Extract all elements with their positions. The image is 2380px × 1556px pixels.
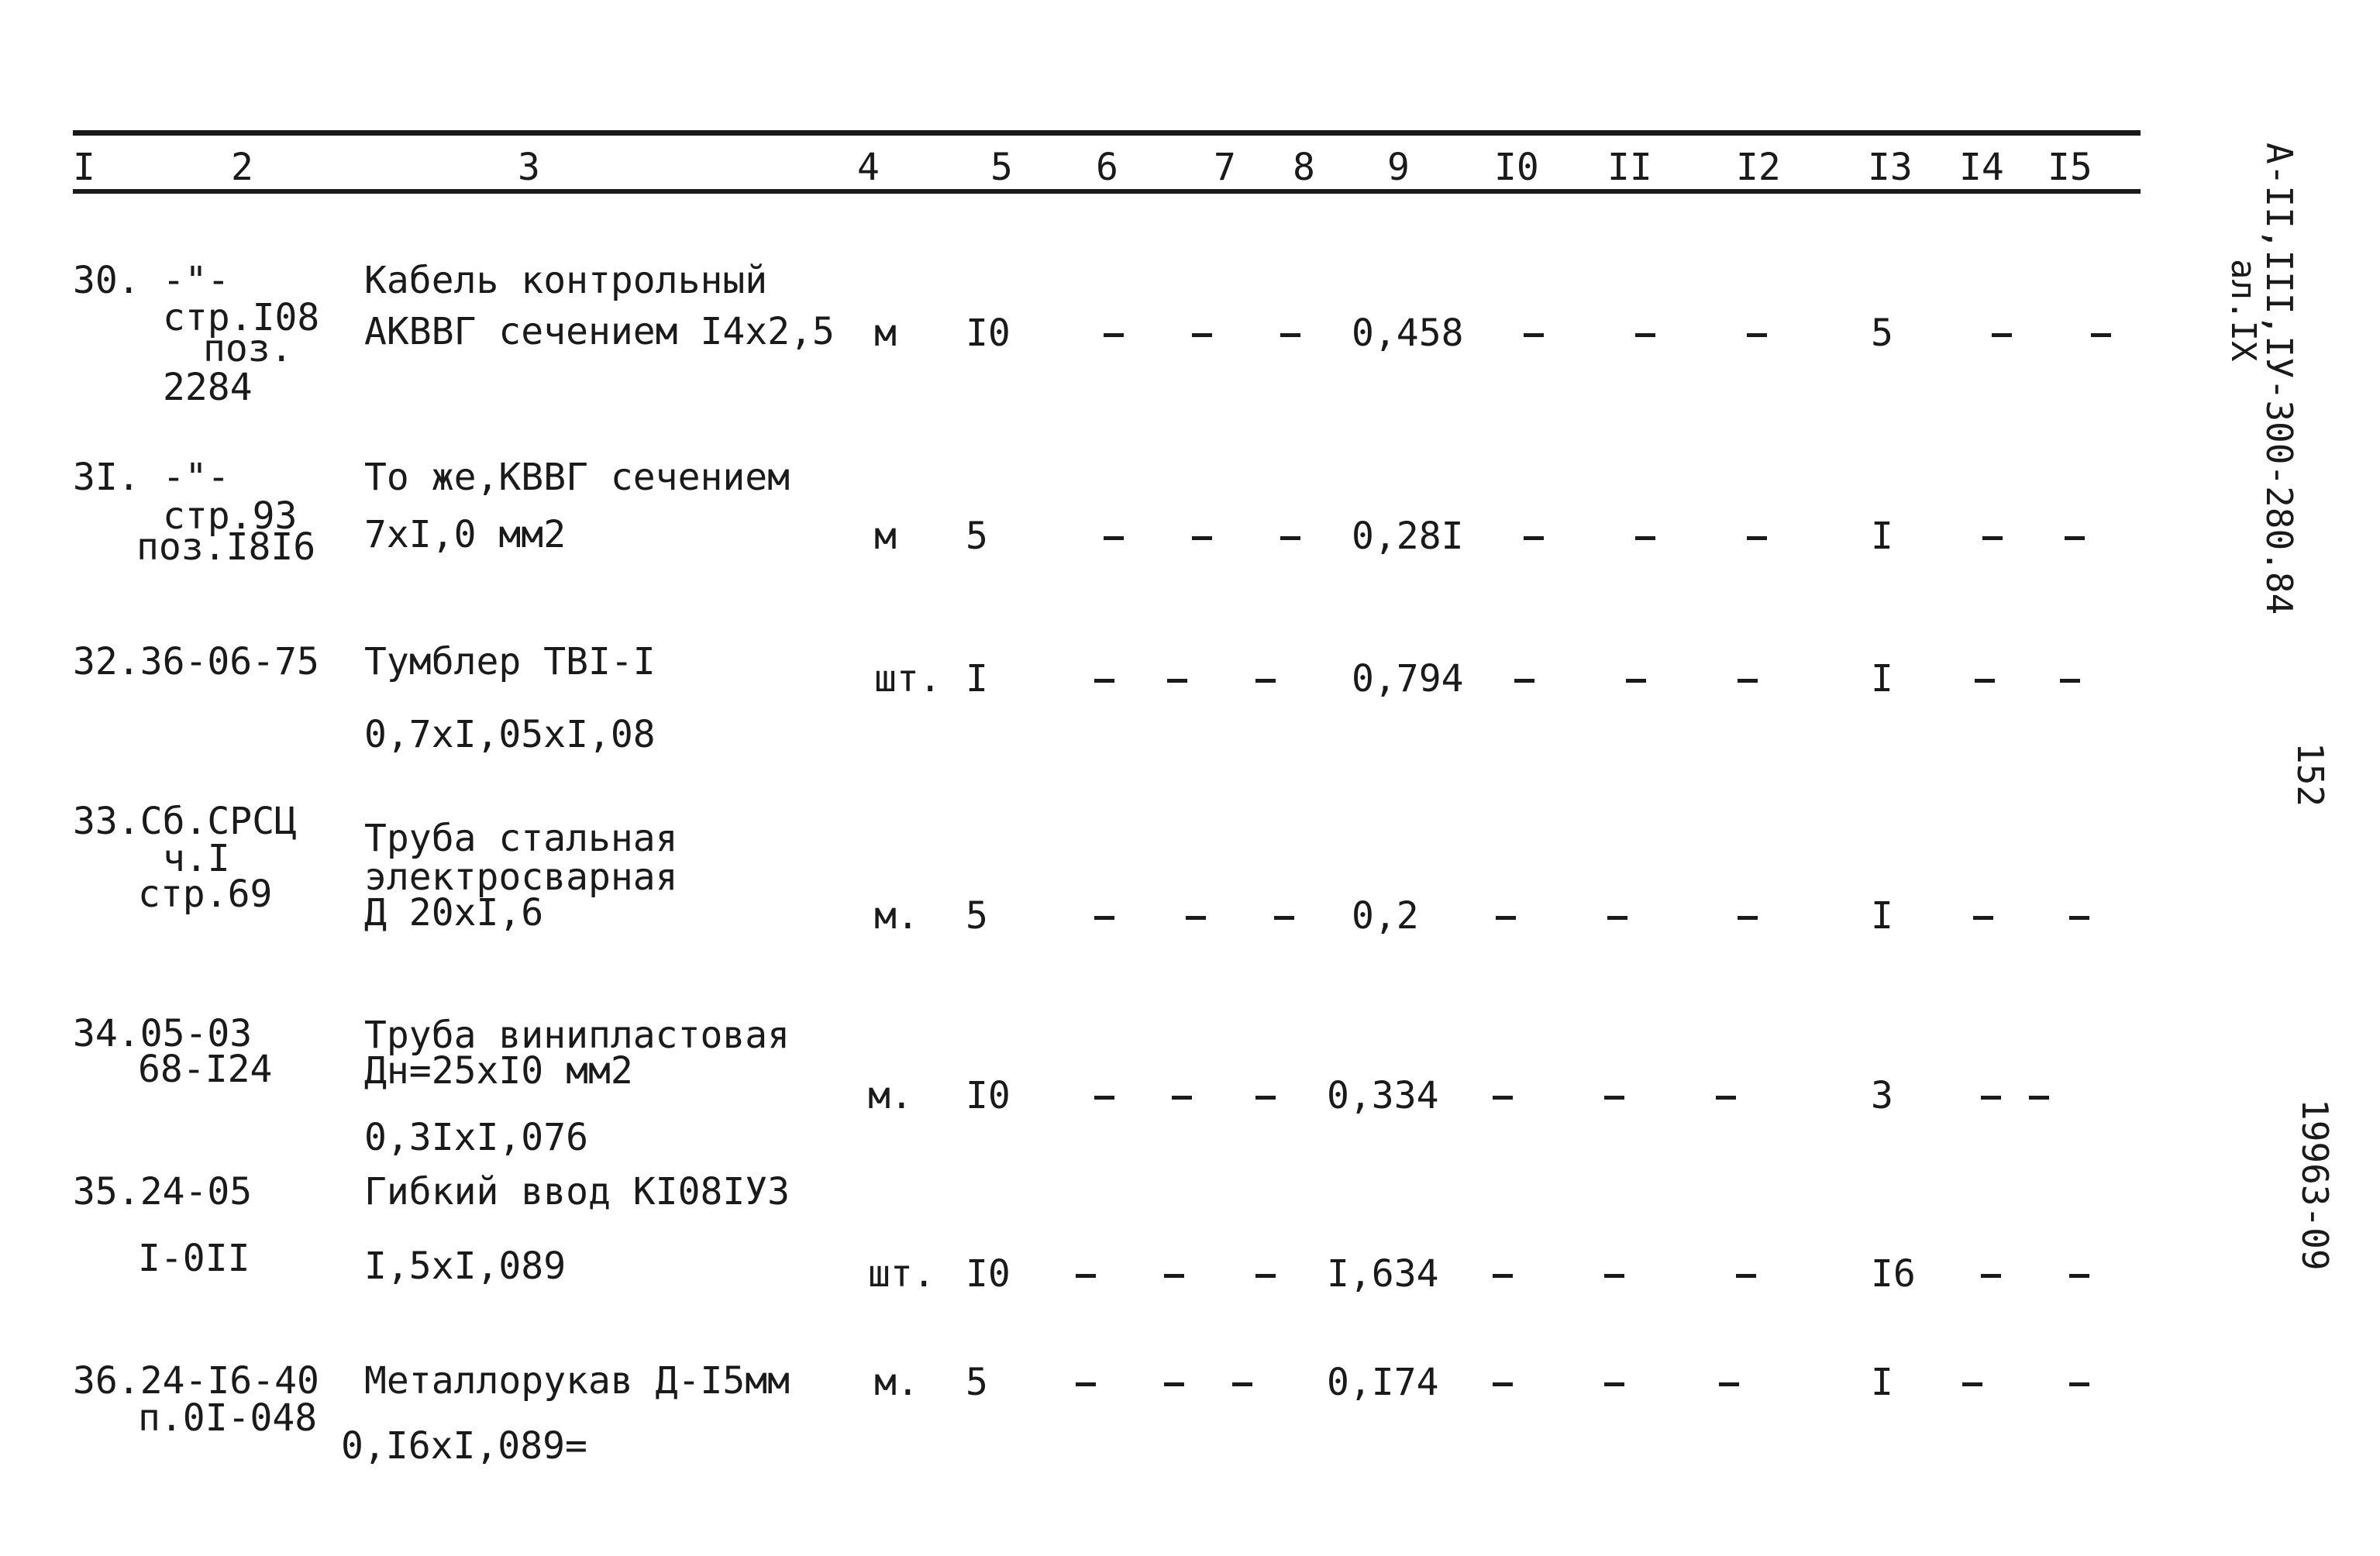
row-col9-value: 0,2 (1352, 894, 1419, 938)
empty-cell-dash (1496, 916, 1516, 920)
row-col9-value: 0,28I (1352, 515, 1464, 558)
row-name-line: Дн=25хI0 мм2 (364, 1049, 633, 1093)
empty-cell-dash (1192, 536, 1212, 540)
col-header-5: 5 (990, 146, 1013, 189)
row-unit: шт. (868, 1252, 935, 1296)
empty-cell-dash (1981, 1274, 2001, 1278)
row-name-line: Д 20хI,6 (364, 891, 544, 935)
col-header-1: I (73, 146, 95, 189)
empty-cell-dash (1738, 679, 1758, 683)
empty-cell-dash (2029, 1096, 2049, 1100)
empty-cell-dash (2065, 536, 2085, 540)
row-code-line: 35.24-05 (73, 1170, 253, 1213)
row-code-line: 3I. -"- (73, 456, 230, 499)
empty-cell-dash (1736, 1274, 1756, 1278)
row-name-line: Кабель контрольный (364, 259, 768, 302)
empty-cell-dash (1280, 536, 1300, 540)
document-designation-sheet (2223, 259, 2263, 362)
empty-cell-dash (1635, 333, 1655, 337)
empty-cell-dash (2069, 916, 2089, 920)
document-number-text: 19963-09 (2294, 1099, 2336, 1271)
row-name-line: Гибкий ввод КI08IУЗ (364, 1170, 790, 1213)
row-col9-value: 0,794 (1352, 657, 1464, 701)
row-col13-value: 3 (1871, 1074, 1893, 1117)
empty-cell-dash (1981, 1096, 2001, 1100)
empty-cell-dash (1992, 333, 2012, 337)
empty-cell-dash (1186, 916, 1206, 920)
row-code-line: ч.I (163, 837, 230, 880)
row-code-line: 34.05-03 (73, 1012, 253, 1055)
empty-cell-dash (1274, 916, 1294, 920)
row-col9-value: 0,458 (1352, 312, 1464, 355)
row-col13-value: I (1871, 1361, 1893, 1404)
row-unit: м (874, 515, 897, 558)
col-header-10: I0 (1494, 146, 1539, 189)
col-header-13: I3 (1868, 146, 1913, 189)
col-header-9: 9 (1387, 146, 1410, 189)
empty-cell-dash (1164, 1274, 1184, 1278)
row-code-line: поз.I8I6 (136, 525, 316, 569)
designation-line-2: ал.IX (2223, 259, 2263, 362)
empty-cell-dash (1524, 333, 1544, 337)
row-quantity: I0 (966, 1074, 1011, 1117)
empty-cell-dash (1094, 916, 1114, 920)
page-number (2289, 742, 2331, 807)
empty-cell-dash (1747, 536, 1767, 540)
row-code-line: 36.24-I6-40 (73, 1359, 319, 1403)
empty-cell-dash (1232, 1382, 1252, 1386)
empty-cell-dash (1104, 536, 1124, 540)
row-code-line: 30. -"- (73, 259, 230, 302)
empty-cell-dash (1747, 333, 1767, 337)
row-col13-value: I (1871, 894, 1893, 938)
empty-cell-dash (1738, 916, 1758, 920)
row-name-line: АКВВГ сечением I4х2,5 (364, 310, 835, 353)
row-quantity: 5 (966, 515, 988, 558)
row-name-line: Металлорукав Д-I5мм (364, 1359, 790, 1403)
row-quantity: 5 (966, 894, 988, 938)
row-code-line: I-0II (138, 1237, 250, 1280)
row-unit: м. (874, 1361, 919, 1404)
empty-cell-dash (1973, 916, 1993, 920)
row-col9-value: 0,334 (1327, 1074, 1439, 1117)
col-header-6: 6 (1096, 146, 1118, 189)
empty-cell-dash (1719, 1382, 1739, 1386)
col-header-11: II (1607, 146, 1652, 189)
row-col13-value: 5 (1871, 312, 1893, 355)
row-code-line: стр.I08 (163, 296, 320, 339)
row-code-line: 68-I24 (138, 1048, 273, 1091)
col-header-4: 4 (857, 146, 880, 189)
empty-cell-dash (1255, 1096, 1276, 1100)
row-quantity: I0 (966, 312, 1011, 355)
empty-cell-dash (2069, 1274, 2089, 1278)
col-header-7: 7 (1214, 146, 1236, 189)
empty-cell-dash (1604, 1096, 1624, 1100)
row-name-line: Тумблер ТВI-I (364, 640, 656, 683)
row-name-line: Труба винипластовая (364, 1014, 790, 1057)
row-name-line: 0,3IхI,076 (364, 1116, 588, 1159)
row-unit: м (874, 312, 897, 355)
empty-cell-dash (2060, 679, 2080, 683)
row-name-line: 0,7хI,05хI,08 (364, 713, 656, 756)
empty-cell-dash (1607, 916, 1627, 920)
table-header-rule (73, 189, 2141, 194)
row-code-line: 32.36-06-75 (73, 640, 319, 683)
empty-cell-dash (1716, 1096, 1736, 1100)
empty-cell-dash (1635, 536, 1655, 540)
row-code-line: 2284 (163, 366, 253, 409)
row-code-line: поз. (203, 327, 293, 370)
page-number-text: 152 (2289, 742, 2331, 807)
row-col9-value: 0,I74 (1327, 1361, 1439, 1404)
row-code-line: п.0I-048 (138, 1396, 318, 1440)
empty-cell-dash (1076, 1274, 1096, 1278)
empty-cell-dash (1167, 679, 1187, 683)
empty-cell-dash (1076, 1382, 1096, 1386)
row-name-line: I,5хI,089 (364, 1244, 567, 1288)
col-header-8: 8 (1293, 146, 1315, 189)
row-name-line: 7хI,0 мм2 (364, 513, 567, 556)
empty-cell-dash (1255, 679, 1276, 683)
empty-cell-dash (1164, 1382, 1184, 1386)
row-name-line: Труба стальная (364, 817, 678, 860)
col-header-14: I4 (1959, 146, 2004, 189)
row-code-line: стр.69 (138, 873, 273, 916)
empty-cell-dash (1493, 1096, 1513, 1100)
row-name-line: 0,I6хI,089= (341, 1424, 587, 1468)
empty-cell-dash (2069, 1382, 2089, 1386)
empty-cell-dash (1626, 679, 1646, 683)
table-top-rule (73, 130, 2141, 136)
empty-cell-dash (1255, 1274, 1276, 1278)
empty-cell-dash (1280, 333, 1300, 337)
col-header-2: 2 (231, 146, 253, 189)
empty-cell-dash (1524, 536, 1544, 540)
empty-cell-dash (1604, 1382, 1624, 1386)
row-code-line: стр.93 (163, 494, 298, 538)
row-unit: м. (868, 1074, 913, 1117)
col-header-12: I2 (1736, 146, 1781, 189)
empty-cell-dash (1975, 679, 1995, 683)
row-col13-value: I6 (1871, 1252, 1916, 1296)
empty-cell-dash (1192, 333, 1212, 337)
col-header-15: I5 (2048, 146, 2092, 189)
col-header-3: 3 (518, 146, 540, 189)
empty-cell-dash (1493, 1274, 1513, 1278)
row-name-line: электросварная (364, 855, 678, 899)
row-unit: м. (874, 894, 919, 938)
row-col13-value: I (1871, 515, 1893, 558)
document-designation (2258, 143, 2300, 615)
empty-cell-dash (1962, 1382, 1982, 1386)
row-name-line: То же,КВВГ сечением (364, 456, 790, 499)
row-code-line: 33.Сб.СРСЦ (73, 800, 297, 843)
empty-cell-dash (1094, 1096, 1114, 1100)
empty-cell-dash (1493, 1382, 1513, 1386)
empty-cell-dash (1094, 679, 1114, 683)
empty-cell-dash (2091, 333, 2111, 337)
row-quantity: I (966, 657, 988, 701)
designation-line-1: А-II,III,IУ-300-280.84 (2258, 143, 2300, 615)
empty-cell-dash (1514, 679, 1534, 683)
empty-cell-dash (1172, 1096, 1192, 1100)
row-quantity: 5 (966, 1361, 988, 1404)
row-col13-value: I (1871, 657, 1893, 701)
row-unit: шт. (874, 657, 942, 701)
empty-cell-dash (1104, 333, 1124, 337)
empty-cell-dash (1604, 1274, 1624, 1278)
document-number (2294, 1099, 2336, 1271)
empty-cell-dash (1982, 536, 2003, 540)
row-quantity: I0 (966, 1252, 1011, 1296)
row-col9-value: I,634 (1327, 1252, 1439, 1296)
